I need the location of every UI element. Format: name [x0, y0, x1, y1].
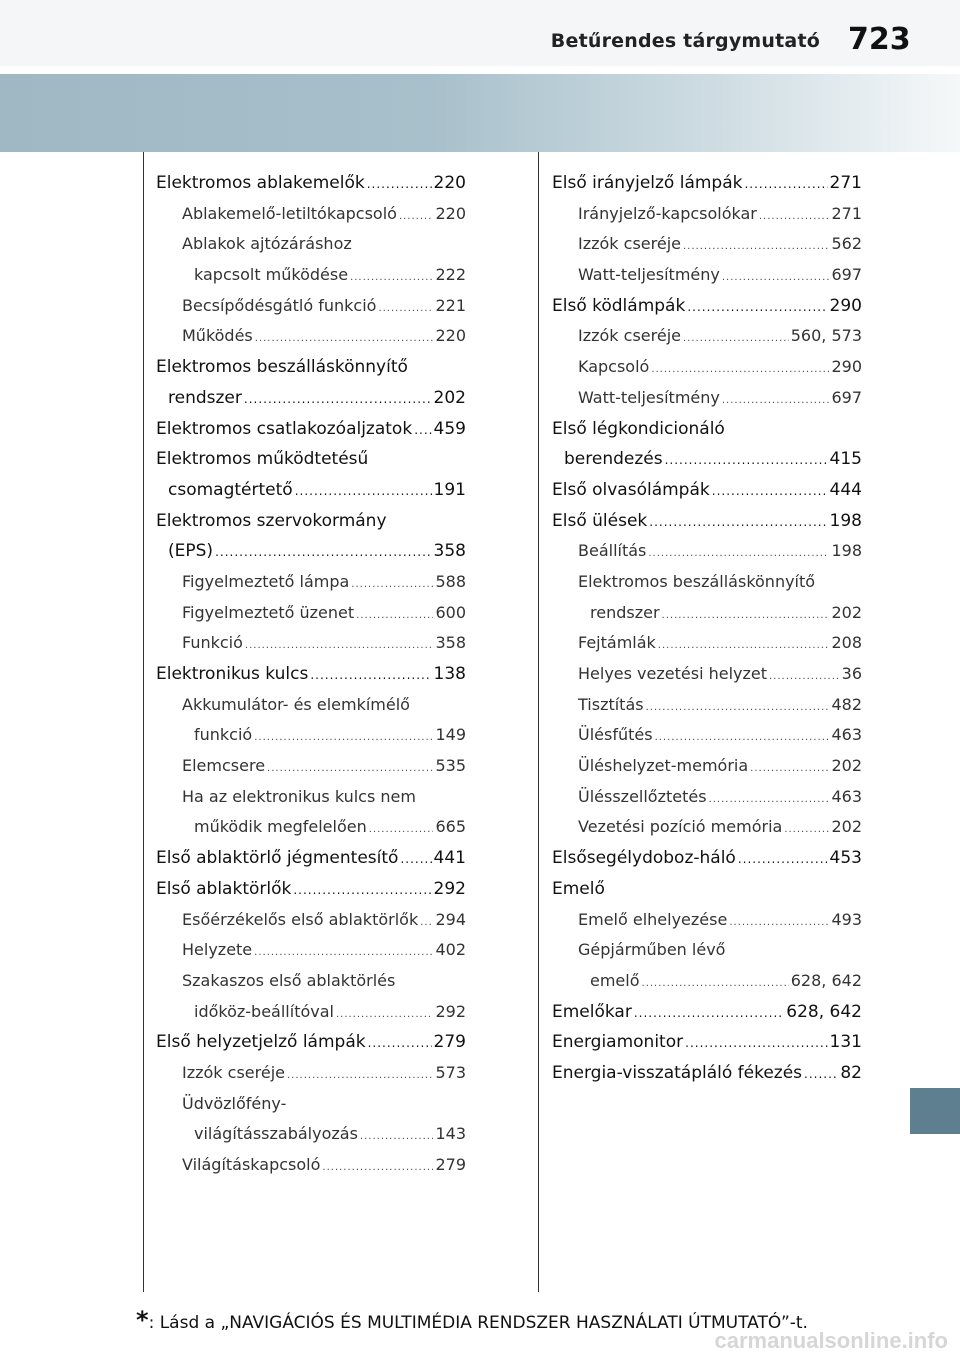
- index-entry-label: Ülésfűtés: [578, 725, 653, 745]
- index-entry: [552, 444, 862, 475]
- chapter-side-tab: [910, 1088, 960, 1134]
- index-leader-dots: [649, 507, 827, 538]
- index-entry-page: 208: [831, 633, 862, 653]
- index-entry-label: Első olvasólámpák: [552, 479, 710, 500]
- index-entry-label: Energiamonitor: [552, 1032, 684, 1053]
- index-entry: [156, 567, 466, 598]
- index-entry: [156, 659, 466, 690]
- index-leader-dots: [738, 844, 828, 875]
- index-leader-dots: [712, 476, 828, 507]
- index-leader-dots: [648, 539, 829, 570]
- index-entry: [156, 536, 466, 567]
- index-entry: [156, 199, 466, 230]
- index-entry-page: 191: [433, 479, 466, 500]
- index-entry-label: Helyzete: [182, 940, 253, 960]
- index-entry-label: Helyes vezetési helyzet: [578, 664, 768, 683]
- index-entry: [552, 812, 862, 843]
- index-entry-label: Watt-teljesítmény: [578, 265, 720, 285]
- index-entry-page: 202: [831, 817, 862, 837]
- index-entry-page: 271: [829, 173, 862, 193]
- index-entry-label: Beállítás: [578, 541, 647, 561]
- index-leader-dots: [722, 263, 830, 294]
- index-entry-label: Ablakemelő-letiltókapcsoló: [182, 203, 397, 223]
- index-leader-dots: [254, 723, 433, 754]
- index-entry-page: 292: [433, 878, 466, 899]
- index-entry-page: 138: [433, 664, 466, 684]
- index-leader-dots: [351, 570, 433, 601]
- index-leader-dots: [651, 355, 829, 386]
- index-entry: [552, 291, 862, 322]
- index-entry: [552, 690, 862, 721]
- index-leader-dots: [287, 1061, 433, 1092]
- index-leader-dots: [400, 844, 431, 875]
- index-leader-dots: [350, 263, 433, 294]
- index-entry-label: Első ülések: [552, 510, 648, 531]
- index-entry: [552, 229, 862, 260]
- index-entry-heading: Elektromos beszálláskönnyítő: [578, 571, 816, 591]
- index-leader-dots: [368, 1028, 432, 1059]
- index-entry-label: Világításkapcsoló: [182, 1155, 321, 1174]
- index-entry: [552, 997, 862, 1028]
- index-entry-page: 459: [433, 418, 466, 439]
- index-entry: [156, 751, 466, 782]
- index-leader-dots: [662, 601, 830, 632]
- index-leader-dots: [658, 631, 830, 662]
- index-entry-label: Izzók cseréje: [578, 234, 681, 254]
- index-entry-page: 415: [829, 449, 862, 470]
- index-entry-page: 588: [435, 571, 466, 591]
- index-entry-heading: Szakaszos első ablaktörlés: [182, 970, 396, 990]
- left-column-rule: [143, 152, 144, 1292]
- index-entry-label: Elemcsere: [182, 756, 266, 776]
- index-entry: [552, 628, 862, 659]
- index-entry: [156, 291, 466, 322]
- index-leader-dots: [634, 998, 784, 1029]
- index-entry-page: 143: [435, 1124, 466, 1144]
- index-leader-dots: [759, 202, 830, 233]
- index-entry: [552, 1058, 862, 1089]
- index-entry-label: berendezés: [564, 449, 663, 470]
- index-entry-label: Esőérzékelős első ablaktörlők: [182, 909, 419, 929]
- index-leader-dots: [804, 1059, 838, 1090]
- index-entry: [552, 536, 862, 567]
- index-entry: [156, 414, 466, 445]
- index-leader-dots: [687, 292, 827, 323]
- index-entry-label: Fejtámlák: [578, 633, 656, 653]
- index-entry-label: Becsípődésgátló funkció: [182, 295, 377, 315]
- index-entry-label: időköz-beállítóval: [194, 1001, 334, 1021]
- index-leader-dots: [356, 601, 433, 632]
- index-entry-page: 198: [831, 541, 862, 561]
- index-leader-dots: [295, 476, 432, 507]
- index-leader-dots: [420, 908, 433, 939]
- index-entry-page: 441: [433, 848, 466, 869]
- index-leader-dots: [683, 324, 789, 355]
- index-leader-dots: [722, 386, 830, 417]
- index-leader-dots: [665, 445, 828, 476]
- index-entry-heading: Elektromos működtetésű: [156, 449, 369, 470]
- index-leader-dots: [378, 294, 433, 325]
- index-entry-label: működik megfelelően: [194, 817, 367, 837]
- index-entry-page: 535: [435, 756, 466, 776]
- index-column-right: [552, 168, 862, 1089]
- index-entry-heading: Akkumulátor- és elemkímélő: [182, 694, 410, 714]
- index-entry: [156, 321, 466, 352]
- index-entry: [156, 628, 466, 659]
- index-entry: [552, 352, 862, 383]
- index-entry-label: Watt-teljesítmény: [578, 387, 720, 407]
- index-entry: [156, 598, 466, 629]
- index-entry: [156, 1058, 466, 1089]
- index-entry-page: 697: [831, 387, 862, 407]
- index-entry-label: világításszabályozás: [194, 1124, 358, 1144]
- index-entry-page: 402: [435, 940, 466, 960]
- index-entry-label: Üléshelyzet-memória: [578, 756, 749, 776]
- index-entry-page: 149: [435, 725, 466, 745]
- index-leader-dots: [769, 662, 840, 693]
- index-entry: [156, 1027, 466, 1058]
- index-entry: [552, 199, 862, 230]
- index-entry-page: 290: [831, 357, 862, 377]
- index-entry-label: Elsősegélydoboz-háló: [552, 848, 736, 869]
- footnote-text: : Lásd a „NAVIGÁCIÓS ÉS MULTIMÉDIA RENDSZER HASZNÁLATI ÚTMUTATÓ”-t.: [148, 1313, 808, 1333]
- index-entry: [156, 475, 466, 506]
- index-entry: [552, 1027, 862, 1058]
- index-entry-page: 294: [435, 909, 466, 929]
- index-leader-dots: [642, 969, 789, 1000]
- index-entry-page: 82: [840, 1062, 862, 1083]
- index-entry: [552, 751, 862, 782]
- index-entry-page: 290: [829, 295, 862, 316]
- index-entry-page: 220: [433, 173, 466, 193]
- header-title: Betűrendes tárgymutató: [550, 30, 820, 52]
- index-entry-page: 482: [831, 694, 862, 714]
- index-leader-dots: [336, 1000, 433, 1031]
- index-entry-label: Működés: [182, 326, 253, 346]
- index-entry-heading: Első légkondicionáló: [552, 418, 725, 439]
- index-entry: [156, 720, 466, 751]
- index-entry-page: 222: [435, 265, 466, 285]
- index-leader-dots: [267, 754, 433, 785]
- index-leader-dots: [683, 232, 829, 263]
- index-entry-page: 463: [831, 786, 862, 806]
- index-leader-dots: [244, 384, 432, 415]
- index-entry-label: Kapcsoló: [578, 357, 650, 377]
- index-entry-label: emelő: [590, 970, 640, 990]
- index-leader-dots: [744, 169, 827, 200]
- index-leader-dots: [293, 875, 431, 906]
- footnote-star: *: [136, 1306, 149, 1334]
- index-entry-label: Első ködlámpák: [552, 295, 686, 316]
- index-entry: [156, 905, 466, 936]
- page-number: 723: [848, 22, 911, 57]
- index-entry: [552, 782, 862, 813]
- index-entry-label: Vezetési pozíció memória: [578, 817, 783, 837]
- watermark: carmanualsonline.info: [714, 1328, 948, 1353]
- index-entry: [156, 1150, 466, 1181]
- index-entry-label: Tisztítás: [578, 694, 644, 714]
- index-leader-dots: [322, 1153, 433, 1184]
- index-entry-label: rendszer: [168, 387, 242, 408]
- index-leader-dots: [367, 169, 432, 200]
- index-entry-label: Elektronikus kulcs: [156, 664, 309, 684]
- index-entry-label: Izzók cseréje: [182, 1062, 285, 1082]
- index-entry: [552, 260, 862, 291]
- index-entry-page: 292: [435, 1001, 466, 1021]
- index-entry: [156, 874, 466, 905]
- index-leader-dots: [414, 415, 431, 446]
- index-entry-label: Első helyzetjelző lámpák: [156, 1032, 366, 1053]
- index-entry-page: 628, 642: [786, 1001, 862, 1022]
- index-entry: [552, 598, 862, 629]
- index-entry: [156, 812, 466, 843]
- index-entry-label: rendszer: [590, 602, 660, 622]
- index-entry-page: 560, 573: [790, 326, 862, 346]
- index-entry-heading: Üdvözlőfény-: [182, 1093, 287, 1113]
- index-entry-heading: Elektromos szervokormány: [156, 510, 387, 531]
- index-leader-dots: [646, 693, 830, 724]
- index-entry-page: 562: [831, 234, 862, 254]
- index-entry-label: kapcsolt működése: [194, 265, 349, 285]
- index-entry-page: 493: [831, 909, 862, 929]
- index-entry: [156, 383, 466, 414]
- index-leader-dots: [685, 1028, 827, 1059]
- right-column-rule: [538, 152, 539, 1292]
- index-entry-heading: Gépjárműben lévő: [578, 940, 726, 960]
- index-entry: [552, 905, 862, 936]
- index-entry-label: Első irányjelző lámpák: [552, 173, 743, 193]
- index-entry-label: Emelő elhelyezése: [578, 909, 728, 929]
- index-entry-page: 444: [829, 479, 862, 500]
- index-entry-page: 131: [829, 1032, 862, 1053]
- index-entry-label: funkció: [194, 725, 253, 745]
- index-entry-page: 628, 642: [790, 970, 862, 990]
- index-entry: [156, 168, 466, 199]
- index-entry-label: Első ablaktörlő jégmentesítő: [156, 848, 399, 869]
- index-entry-page: 202: [831, 756, 862, 776]
- index-entry-heading: Elektromos beszálláskönnyítő: [156, 357, 408, 378]
- index-leader-dots: [709, 785, 830, 816]
- index-entry: [552, 475, 862, 506]
- index-leader-dots: [784, 815, 829, 846]
- index-leader-dots: [360, 1122, 434, 1153]
- index-entry-label: (EPS): [168, 541, 214, 562]
- index-entry-label: Figyelmeztető üzenet: [182, 602, 355, 622]
- index-entry: [552, 383, 862, 414]
- index-entry: [156, 260, 466, 291]
- index-entry-page: 221: [435, 295, 466, 315]
- index-leader-dots: [729, 908, 829, 939]
- index-leader-dots: [245, 631, 434, 662]
- index-entry-label: Emelőkar: [552, 1001, 632, 1022]
- index-entry-label: Irányjelző-kapcsolókar: [578, 203, 757, 223]
- index-entry-page: 202: [433, 387, 466, 408]
- index-entry-page: 573: [435, 1062, 466, 1082]
- index-entry-page: 463: [831, 725, 862, 745]
- index-leader-dots: [215, 537, 431, 568]
- index-entry-page: 36: [841, 664, 862, 683]
- index-entry-page: 220: [435, 326, 466, 346]
- index-entry-page: 453: [829, 848, 862, 869]
- index-entry-heading: Ha az elektronikus kulcs nem: [182, 786, 416, 806]
- index-entry-label: Elektromos csatlakozóaljzatok: [156, 418, 413, 439]
- index-entry: [552, 720, 862, 751]
- header-band: [0, 74, 960, 152]
- index-entry-label: Elektromos ablakemelők: [156, 173, 365, 193]
- index-entry-page: 279: [435, 1155, 466, 1174]
- index-entry-page: 220: [435, 203, 466, 223]
- index-entry-page: 271: [831, 203, 862, 223]
- index-entry-page: 665: [435, 817, 466, 837]
- index-entry: [156, 997, 466, 1028]
- index-entry-label: Izzók cseréje: [578, 326, 681, 346]
- index-entry-page: 279: [433, 1032, 466, 1053]
- index-entry-heading: Emelő: [552, 878, 605, 899]
- index-entry: [156, 1119, 466, 1150]
- index-entry-page: 202: [831, 602, 862, 622]
- index-entry-page: 697: [831, 265, 862, 285]
- index-entry-heading: Ablakok ajtózáráshoz: [182, 234, 352, 254]
- index-leader-dots: [655, 723, 830, 754]
- index-leader-dots: [750, 754, 829, 785]
- index-entry-page: 198: [829, 510, 862, 531]
- index-entry-page: 358: [435, 633, 466, 653]
- index-leader-dots: [254, 938, 433, 969]
- index-entry-label: csomagtértető: [168, 479, 293, 500]
- index-leader-dots: [399, 202, 434, 233]
- index-entry-page: 358: [433, 541, 466, 562]
- index-entry-page: 600: [435, 602, 466, 622]
- index-column-left: [156, 168, 466, 1181]
- index-entry: [156, 843, 466, 874]
- index-entry-label: Energia-visszatápláló fékezés: [552, 1062, 803, 1083]
- index-entry: [552, 506, 862, 537]
- index-entry-label: Ülésszellőztetés: [578, 786, 707, 806]
- index-entry-label: Funkció: [182, 633, 243, 653]
- index-leader-dots: [255, 324, 434, 355]
- index-leader-dots: [369, 815, 434, 846]
- index-leader-dots: [310, 660, 431, 691]
- index-entry: [552, 843, 862, 874]
- index-entry: [552, 659, 862, 690]
- index-entry: [552, 966, 862, 997]
- index-entry: [156, 935, 466, 966]
- footnote: [136, 1306, 808, 1334]
- index-entry: [552, 168, 862, 199]
- index-entry-label: Első ablaktörlők: [156, 878, 292, 899]
- index-entry: [552, 321, 862, 352]
- index-entry-label: Figyelmeztető lámpa: [182, 571, 350, 591]
